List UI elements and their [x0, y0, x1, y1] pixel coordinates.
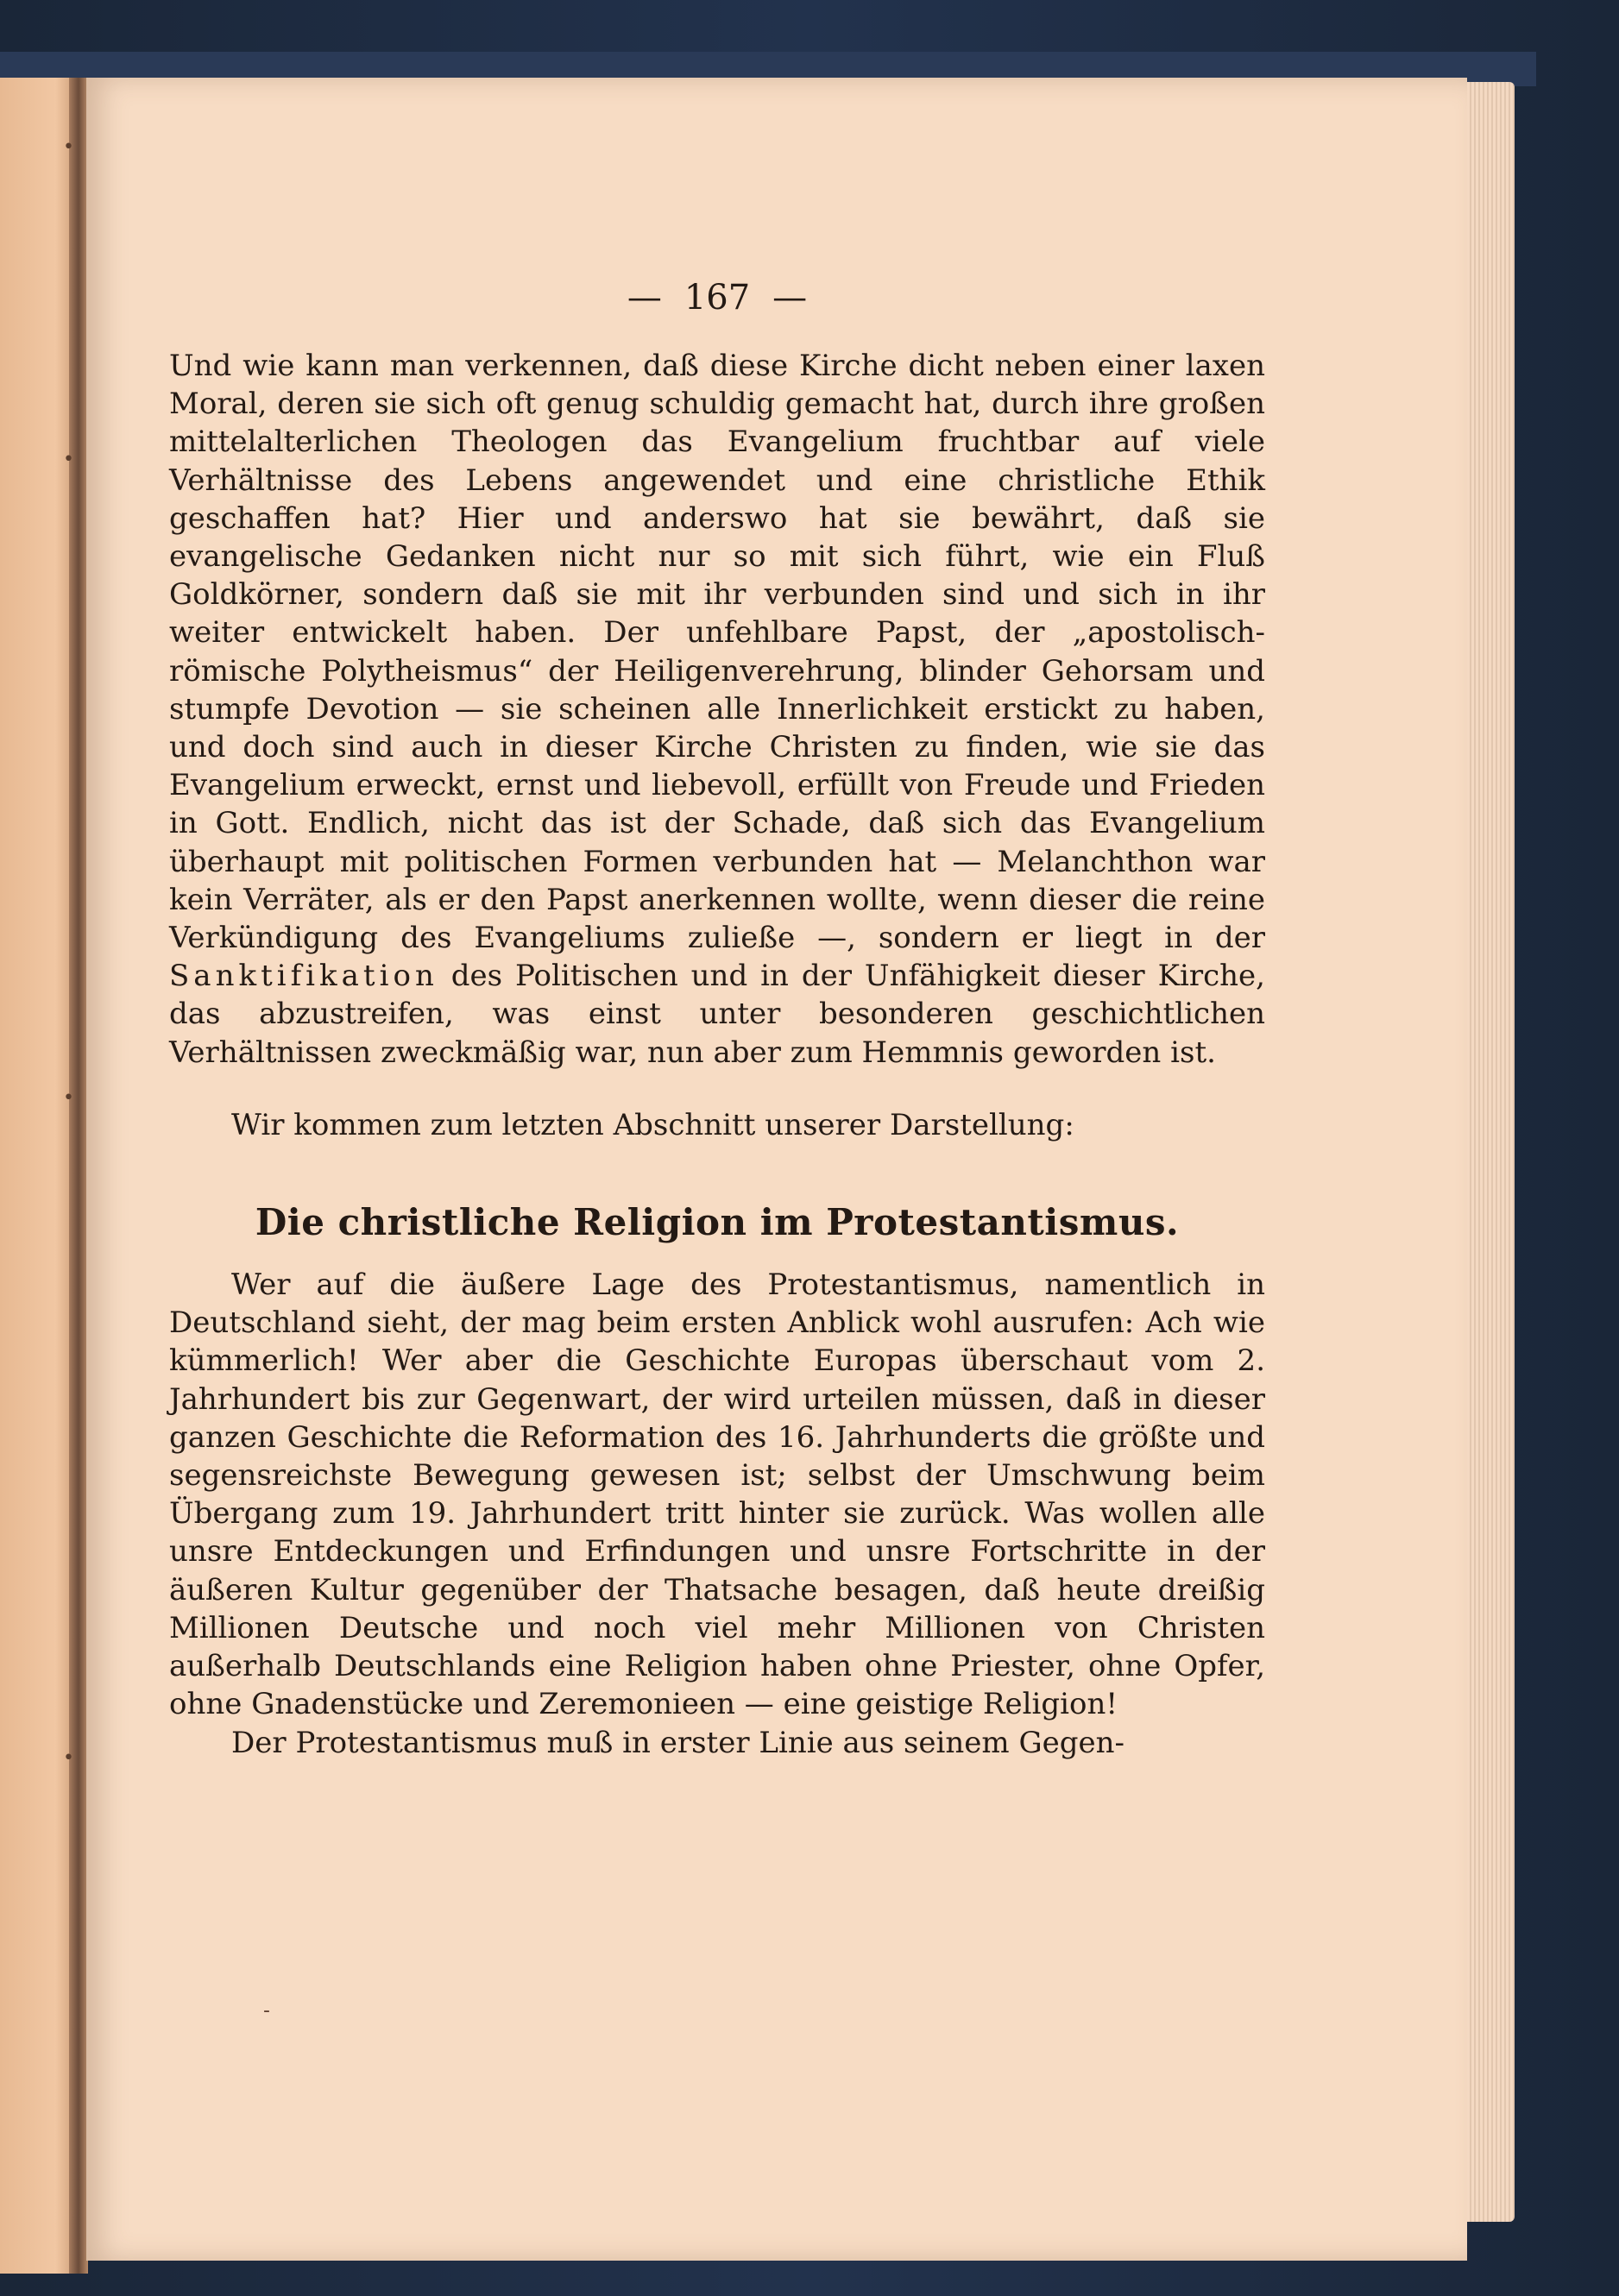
margin-mark: - — [263, 2000, 270, 2022]
margin-mark: • — [63, 1747, 74, 1769]
paragraph-protestantism: Wer auf die äußere Lage des Protestantismus, namentlich in Deutschland sieht, der mag beim ersten Anblick wohl ausrufen: Ach wie kümmerlich! Wer aber die Geschichte Europas überschaut vom 2. Jahrhundert bis zur Gegenwart, der wird urteilen müssen, daß in dieser ganzen Geschichte die Reformation des 16. Jahrhunderts die größte und segensreichste Bewegung gewesen ist; selbst der Umschwung beim Übergang zum 19. Jahrhundert tritt hinter sie zurück. Was wollen alle unsre Entdeckungen und Erfindungen und unsre Fortschritte in der äußeren Kultur gegenüber der Thatsache besagen, daß heute dreißig Millionen Deutsche und noch viel mehr Millionen von Christen außerhalb Deutschlands eine Religion haben ohne Priester, ohne Opfer, ohne Gnadenstücke und Zeremonieen — eine geistige Religion! — [169, 1268, 1265, 1722]
page-text — [169, 278, 1265, 1762]
left-page-edge — [0, 78, 79, 2274]
section-heading: Die christliche Religion im Protestantismus. — [255, 1201, 1180, 1244]
paragraph-continued: Der Protestantismus muß in erster Linie aus seinem Gegen- — [231, 1725, 1125, 1760]
paragraph-church-ethics: Und wie kann man verkennen, daß diese Kirche dicht neben einer laxen Moral, deren sie sich oft genug schuldig gemacht hat, durch ihre großen mittelalterlichen Theologen das Evangelium fruchtbar auf viele Verhältnisse des Lebens angewendet und eine christliche Ethik geschaffen hat? Hier und anderswo hat sie bewährt, daß sie evangelische Gedanken nicht nur so mit sich führt, wie ein Fluß Goldkörner, sondern daß sie mit ihr verbunden sind und sich in ihr weiter entwickelt haben. Der unfehlbare Papst, der „apostolisch-römische Polytheismus“ der Heiligenverehrung, blinder Gehorsam und stumpfe Devotion — sie scheinen alle Innerlichkeit erstickt zu haben, und doch sind auch in dieser Kirche Christen zu finden, wie sie das Evangelium erweckt, ernst und liebevoll, erfüllt von Freude und Frieden in Gott. Endlich, nicht das ist der Schade, daß sich das Evangelium überhaupt mit politischen Formen verbunden hat — Melanchthon war kein Verräter, als er den Papst anerkennen wollte, wenn dieser die reine Verkündigung des Evangeliums zuließe —, sondern er liegt in der Sanktifikation des Politischen und in der Unfähigkeit dieser Kirche, das abzustreifen, was einst unter besonderen geschichtlichen Verhältnissen zweckmäßig war, nun aber zum Hemmnis geworden ist. — [169, 349, 1265, 1070]
margin-mark: • — [63, 136, 74, 158]
spaced-emphasis: Sanktifikation — [169, 959, 438, 994]
page-number: — 167 — — [627, 278, 808, 318]
section-transition: Wir kommen zum letzten Abschnitt unserer Darstellung: — [231, 1107, 1074, 1142]
margin-mark: • — [63, 1087, 74, 1109]
page-number-value: 167 — [684, 278, 751, 318]
margin-mark: • — [63, 449, 74, 470]
book-gutter — [69, 78, 88, 2274]
